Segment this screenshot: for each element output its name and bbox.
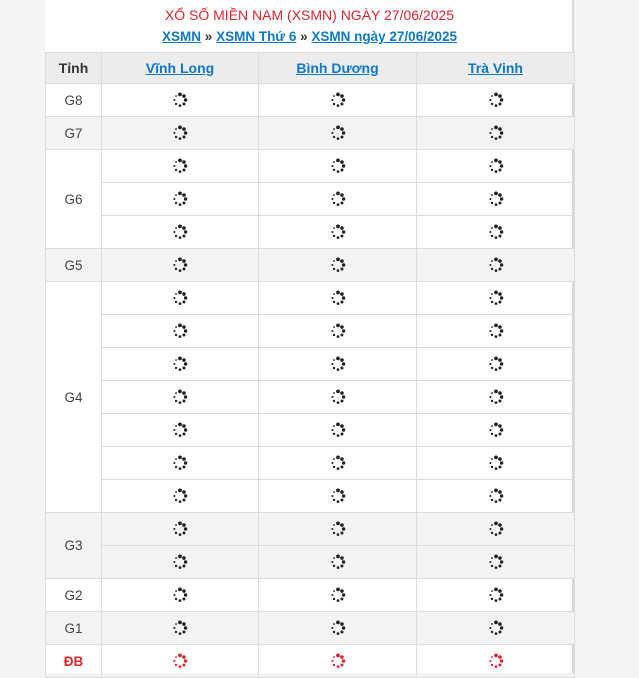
province-link-tra-vinh[interactable]: Trà Vinh	[468, 60, 523, 76]
result-cell	[417, 513, 575, 546]
loading-spinner-icon	[172, 488, 188, 504]
result-cell	[417, 546, 575, 579]
result-cell	[417, 315, 575, 348]
loading-spinner-icon	[330, 488, 346, 504]
result-cell	[102, 546, 259, 579]
prize-label: G1	[46, 612, 102, 645]
loading-spinner-icon	[330, 455, 346, 471]
loading-spinner-icon	[172, 224, 188, 240]
table-row	[46, 348, 575, 381]
prize-label: G7	[46, 117, 102, 150]
loading-spinner-icon	[330, 224, 346, 240]
table-row	[46, 546, 575, 579]
table-row	[46, 315, 575, 348]
result-cell	[417, 183, 575, 216]
result-cell	[102, 117, 259, 150]
result-cell	[259, 183, 417, 216]
loading-spinner-icon	[172, 554, 188, 570]
result-cell	[259, 381, 417, 414]
loading-spinner-icon	[488, 191, 504, 207]
breadcrumb-separator: »	[300, 29, 308, 44]
loading-spinner-icon	[488, 587, 504, 603]
loading-spinner-icon	[330, 653, 346, 669]
prize-label: ĐB	[46, 645, 102, 678]
result-cell	[102, 447, 259, 480]
result-cell	[259, 315, 417, 348]
result-cell	[259, 150, 417, 183]
table-row	[46, 183, 575, 216]
loading-spinner-icon	[172, 125, 188, 141]
header-province-1	[102, 53, 259, 84]
loading-spinner-icon	[488, 257, 504, 273]
loading-spinner-icon	[330, 125, 346, 141]
result-cell	[102, 282, 259, 315]
loading-spinner-icon	[488, 389, 504, 405]
result-cell	[417, 381, 575, 414]
table-row	[46, 249, 575, 282]
table-row	[46, 282, 575, 315]
results-table	[45, 52, 575, 678]
breadcrumb-link-xsmn-date[interactable]: XSMN ngày 27/06/2025	[311, 29, 457, 44]
prize-label: G2	[46, 579, 102, 612]
result-cell	[259, 249, 417, 282]
loading-spinner-icon	[172, 587, 188, 603]
result-cell	[102, 612, 259, 645]
result-cell	[417, 414, 575, 447]
loading-spinner-icon	[488, 356, 504, 372]
loading-spinner-icon	[488, 653, 504, 669]
loading-spinner-icon	[330, 554, 346, 570]
result-cell	[259, 579, 417, 612]
loading-spinner-icon	[488, 125, 504, 141]
result-cell	[417, 249, 575, 282]
loading-spinner-icon	[488, 521, 504, 537]
loading-spinner-icon	[330, 290, 346, 306]
loading-spinner-icon	[172, 323, 188, 339]
loading-spinner-icon	[172, 158, 188, 174]
result-cell	[102, 84, 259, 117]
table-row	[46, 480, 575, 513]
loading-spinner-icon	[172, 521, 188, 537]
result-cell	[417, 579, 575, 612]
result-cell	[259, 480, 417, 513]
loading-spinner-icon	[488, 455, 504, 471]
header-province-label: Tỉnh	[46, 53, 102, 84]
page-title: XỔ SỐ MIỀN NAM (XSMN) NGÀY 27/06/2025	[164, 7, 455, 23]
result-cell	[102, 216, 259, 249]
result-cell	[102, 579, 259, 612]
result-cell	[102, 480, 259, 513]
loading-spinner-icon	[172, 257, 188, 273]
breadcrumb-separator: »	[204, 29, 213, 44]
table-header-row	[46, 53, 575, 84]
province-link-binh-duong[interactable]: Bình Dương	[296, 60, 379, 76]
loading-spinner-icon	[488, 620, 504, 636]
table-row	[46, 612, 575, 645]
loading-spinner-icon	[488, 158, 504, 174]
table-row	[46, 447, 575, 480]
result-cell	[259, 348, 417, 381]
result-cell	[259, 612, 417, 645]
loading-spinner-icon	[330, 158, 346, 174]
header-province-3	[417, 53, 575, 84]
loading-spinner-icon	[172, 191, 188, 207]
loading-spinner-icon	[172, 290, 188, 306]
header-province-2	[259, 53, 417, 84]
prize-label: G6	[46, 150, 102, 249]
result-cell	[259, 414, 417, 447]
result-cell	[259, 282, 417, 315]
prize-label: G8	[46, 84, 102, 117]
result-cell	[417, 216, 575, 249]
loading-spinner-icon	[330, 389, 346, 405]
table-row	[46, 513, 575, 546]
table-row	[46, 414, 575, 447]
loading-spinner-icon	[330, 422, 346, 438]
province-link-vinh-long[interactable]: Vĩnh Long	[145, 60, 215, 76]
loading-spinner-icon	[330, 521, 346, 537]
result-cell	[102, 414, 259, 447]
table-row	[46, 84, 575, 117]
table-row	[46, 381, 575, 414]
loading-spinner-icon	[172, 422, 188, 438]
loading-spinner-icon	[330, 257, 346, 273]
result-cell	[417, 150, 575, 183]
result-cell	[102, 513, 259, 546]
loading-spinner-icon	[488, 554, 504, 570]
loading-spinner-icon	[330, 92, 346, 108]
result-cell	[259, 513, 417, 546]
result-cell	[417, 612, 575, 645]
prize-label: G3	[46, 513, 102, 579]
prize-label: G5	[46, 249, 102, 282]
result-cell	[102, 183, 259, 216]
result-cell	[417, 117, 575, 150]
breadcrumb-link-xsmn[interactable]: XSMN	[162, 29, 202, 44]
loading-spinner-icon	[172, 620, 188, 636]
result-cell	[102, 249, 259, 282]
result-cell	[259, 84, 417, 117]
result-cell	[417, 447, 575, 480]
loading-spinner-icon	[330, 191, 346, 207]
result-cell	[417, 84, 575, 117]
result-cell	[259, 117, 417, 150]
result-cell	[102, 348, 259, 381]
loading-spinner-icon	[330, 587, 346, 603]
loading-spinner-icon	[330, 323, 346, 339]
table-row	[46, 579, 575, 612]
loading-spinner-icon	[172, 389, 188, 405]
loading-spinner-icon	[172, 455, 188, 471]
loading-spinner-icon	[330, 356, 346, 372]
loading-spinner-icon	[172, 92, 188, 108]
loading-spinner-icon	[488, 323, 504, 339]
loading-spinner-icon	[488, 290, 504, 306]
result-cell	[417, 282, 575, 315]
loading-spinner-icon	[488, 224, 504, 240]
breadcrumb-link-xsmn-thu6[interactable]: XSMN Thứ 6	[216, 29, 297, 44]
loading-spinner-icon	[172, 653, 188, 669]
loading-spinner-icon	[488, 422, 504, 438]
result-cell	[102, 381, 259, 414]
loading-spinner-icon	[488, 92, 504, 108]
result-cell	[417, 480, 575, 513]
result-cell	[102, 315, 259, 348]
result-cell	[259, 447, 417, 480]
table-row	[46, 216, 575, 249]
result-cell	[417, 348, 575, 381]
table-row	[46, 117, 575, 150]
table-row	[46, 150, 575, 183]
loading-spinner-icon	[330, 620, 346, 636]
breadcrumb	[45, 29, 574, 44]
loading-spinner-icon	[172, 356, 188, 372]
result-cell	[102, 150, 259, 183]
prize-label: G4	[46, 282, 102, 513]
loading-spinner-icon	[488, 488, 504, 504]
result-cell	[259, 546, 417, 579]
result-cell	[259, 216, 417, 249]
